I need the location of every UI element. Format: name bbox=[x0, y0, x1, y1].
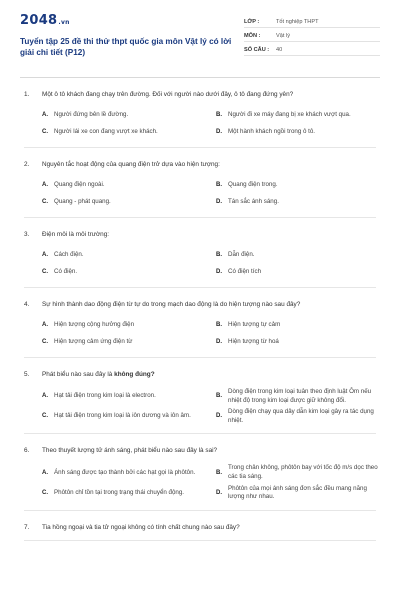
question-block bbox=[24, 358, 376, 434]
option-letter: A. bbox=[42, 111, 48, 118]
question-block bbox=[24, 148, 376, 218]
option-text: Trong chân không, phôtôn bay với tốc độ m/s dọc theo các tia sáng. bbox=[228, 464, 378, 480]
question-number: 2. bbox=[24, 161, 30, 168]
answer-option[interactable] bbox=[42, 178, 216, 192]
answer-option[interactable] bbox=[216, 335, 390, 349]
answer-option[interactable] bbox=[42, 464, 216, 481]
answer-options bbox=[24, 388, 376, 425]
question-text bbox=[42, 160, 220, 169]
question-block bbox=[24, 434, 376, 510]
answer-option[interactable] bbox=[42, 195, 216, 209]
option-text: Dòng điện chạy qua dây dẫn kim loại gây ra tác dụng nhiệt. bbox=[228, 408, 374, 424]
brand-block bbox=[20, 14, 240, 77]
question-stem bbox=[24, 230, 376, 239]
question-stem bbox=[24, 300, 376, 309]
option-text: Hạt tải điện trong kim loại là iôn dương và iôn âm. bbox=[54, 412, 191, 420]
question-text-part: Theo thuyết lượng tử ánh sáng, phát biểu nào sau đây là sai? bbox=[42, 447, 218, 455]
option-text: Dòng điện trong kim loại tuân theo định luật Ôm nếu nhiệt độ trong kim loại được giữ không đổi. bbox=[228, 388, 372, 404]
option-letter: B. bbox=[216, 251, 222, 258]
option-text: Hiện tượng cảm ứng điện từ bbox=[54, 337, 133, 345]
option-text: Hiện tượng cộng hưởng điện bbox=[54, 320, 135, 328]
document-header bbox=[20, 14, 380, 78]
question-text-part: Tia hồng ngoại và tia tử ngoại không có tính chất chung nào sau đây? bbox=[42, 523, 240, 531]
question-stem bbox=[24, 160, 376, 169]
meta-row-class bbox=[244, 16, 380, 28]
option-letter: B. bbox=[216, 111, 222, 118]
answer-option[interactable] bbox=[42, 485, 216, 502]
question-number: 5. bbox=[24, 371, 30, 378]
option-text: Ánh sáng được tạo thành bởi các hạt gọi là phôtôn. bbox=[54, 468, 196, 476]
option-letter: B. bbox=[216, 321, 222, 328]
option-letter: B. bbox=[216, 469, 222, 476]
option-letter: C. bbox=[42, 413, 48, 420]
question-block bbox=[24, 288, 376, 358]
option-letter: C. bbox=[42, 198, 48, 205]
question-text bbox=[42, 370, 155, 379]
answer-options bbox=[24, 464, 376, 501]
option-text: Người đứng bên lề đường. bbox=[54, 110, 129, 118]
option-letter: C. bbox=[42, 268, 48, 275]
answer-options bbox=[24, 248, 376, 279]
question-text-part: Sự hình thành dao động điện từ tự do trong mạch dao động là do hiện tượng nào sau đây? bbox=[42, 301, 301, 308]
question-text bbox=[42, 446, 217, 455]
option-letter: A. bbox=[42, 393, 48, 400]
answer-option[interactable] bbox=[42, 408, 216, 425]
logo-suffix: .vn bbox=[58, 19, 70, 26]
answer-option[interactable] bbox=[216, 388, 390, 405]
answer-option[interactable] bbox=[42, 335, 216, 349]
question-number: 7. bbox=[24, 523, 30, 531]
answer-option[interactable] bbox=[216, 464, 390, 481]
meta-value: Tốt nghiệp THPT bbox=[276, 18, 319, 25]
option-text: Người đi xe máy đang bị xe khách vượt qua. bbox=[228, 110, 351, 118]
question-stem bbox=[24, 90, 376, 99]
option-text: Hiện tượng từ hoá bbox=[228, 337, 279, 345]
option-text: Người lái xe con đang vượt xe khách. bbox=[54, 127, 158, 135]
answer-option[interactable] bbox=[42, 108, 216, 122]
option-text: Một hành khách ngồi trong ô tô. bbox=[228, 127, 316, 135]
answer-option[interactable] bbox=[216, 178, 390, 192]
question-stem bbox=[24, 370, 376, 379]
answer-options bbox=[24, 178, 376, 209]
meta-label: LỚP : bbox=[244, 18, 260, 25]
exam-meta bbox=[244, 16, 380, 77]
answer-options bbox=[24, 318, 376, 349]
question-text-part: Phát biểu nào sau đây là bbox=[42, 371, 115, 378]
logo-text: 2048 bbox=[20, 13, 58, 28]
question-list bbox=[20, 78, 380, 541]
meta-row-subject bbox=[244, 30, 380, 42]
option-letter: D. bbox=[216, 489, 222, 496]
question-stem bbox=[24, 446, 376, 455]
question-number: 3. bbox=[24, 231, 30, 238]
question-number: 4. bbox=[24, 301, 30, 308]
answer-options bbox=[24, 108, 376, 139]
answer-option[interactable] bbox=[216, 125, 390, 139]
question-text bbox=[42, 300, 300, 309]
option-letter: A. bbox=[42, 181, 48, 188]
answer-option[interactable] bbox=[216, 265, 390, 279]
answer-option[interactable] bbox=[42, 318, 216, 332]
option-text: Có điện. bbox=[54, 267, 78, 275]
option-text: Cách điện. bbox=[54, 250, 84, 258]
question-text-part: Điện môi là môi trường: bbox=[42, 231, 110, 238]
option-letter: D. bbox=[216, 338, 222, 345]
answer-option[interactable] bbox=[216, 248, 390, 262]
option-letter: C. bbox=[42, 338, 48, 345]
question-text bbox=[42, 230, 109, 239]
option-text: Quang - phát quang. bbox=[54, 197, 111, 205]
option-text: Có điện tích bbox=[228, 267, 262, 275]
site-logo[interactable] bbox=[20, 14, 240, 30]
answer-option[interactable] bbox=[42, 265, 216, 279]
option-letter: A. bbox=[42, 321, 48, 328]
question-number: 6. bbox=[24, 447, 30, 455]
question-text-part: Nguyên tắc hoạt động của quang điện trở dựa vào hiện tượng: bbox=[42, 161, 220, 168]
option-letter: B. bbox=[216, 393, 222, 400]
meta-label: MÔN : bbox=[244, 32, 261, 39]
answer-option[interactable] bbox=[42, 248, 216, 262]
option-text: Quang điện ngoài. bbox=[54, 180, 105, 188]
answer-option[interactable] bbox=[216, 195, 390, 209]
option-letter: D. bbox=[216, 128, 222, 135]
option-letter: A. bbox=[42, 251, 48, 258]
option-text: Hiện tượng tự cảm bbox=[228, 320, 281, 328]
document-title: Tuyển tập 25 đề thi thử thpt quốc gia môn Vật lý có lời giải chi tiết (P12) bbox=[20, 37, 232, 57]
option-letter: D. bbox=[216, 413, 222, 420]
option-letter: C. bbox=[42, 128, 48, 135]
answer-option[interactable] bbox=[216, 408, 390, 425]
question-block bbox=[24, 218, 376, 288]
question-block bbox=[24, 511, 376, 541]
question-stem bbox=[24, 523, 376, 532]
meta-value: 40 bbox=[276, 46, 283, 53]
question-emphasis: không đúng? bbox=[114, 371, 155, 378]
option-letter: C. bbox=[42, 489, 48, 496]
meta-row-count bbox=[244, 44, 380, 56]
option-text: Phôtôn chỉ tồn tại trong trạng thái chuyển động. bbox=[54, 488, 185, 496]
question-text-part: Một ô tô khách đang chạy trên đường. Đối với người nào dưới đây, ô tô đang đứng yên? bbox=[42, 91, 294, 98]
option-text: Phôtôn của mọi ánh sáng đơn sắc đều mang năng lượng như nhau. bbox=[228, 484, 367, 501]
option-letter: B. bbox=[216, 181, 222, 188]
question-number: 1. bbox=[24, 91, 30, 98]
answer-option[interactable] bbox=[216, 108, 390, 122]
question-text bbox=[42, 90, 293, 99]
option-text: Tán sắc ánh sáng. bbox=[228, 197, 279, 205]
option-text: Hạt tải điện trong kim loại là electron. bbox=[54, 392, 156, 400]
option-text: Dẫn điện. bbox=[228, 250, 255, 258]
question-text bbox=[42, 523, 240, 532]
option-text: Quang điện trong. bbox=[228, 180, 278, 188]
answer-option[interactable] bbox=[42, 388, 216, 405]
option-letter: D. bbox=[216, 198, 222, 205]
answer-option[interactable] bbox=[216, 485, 390, 502]
question-block bbox=[24, 78, 376, 148]
option-letter: D. bbox=[216, 268, 222, 275]
answer-option[interactable] bbox=[216, 318, 390, 332]
meta-label: SỐ CÂU : bbox=[244, 46, 270, 53]
answer-option[interactable] bbox=[42, 125, 216, 139]
option-letter: A. bbox=[42, 469, 48, 476]
meta-value: Vật lý bbox=[276, 32, 290, 39]
